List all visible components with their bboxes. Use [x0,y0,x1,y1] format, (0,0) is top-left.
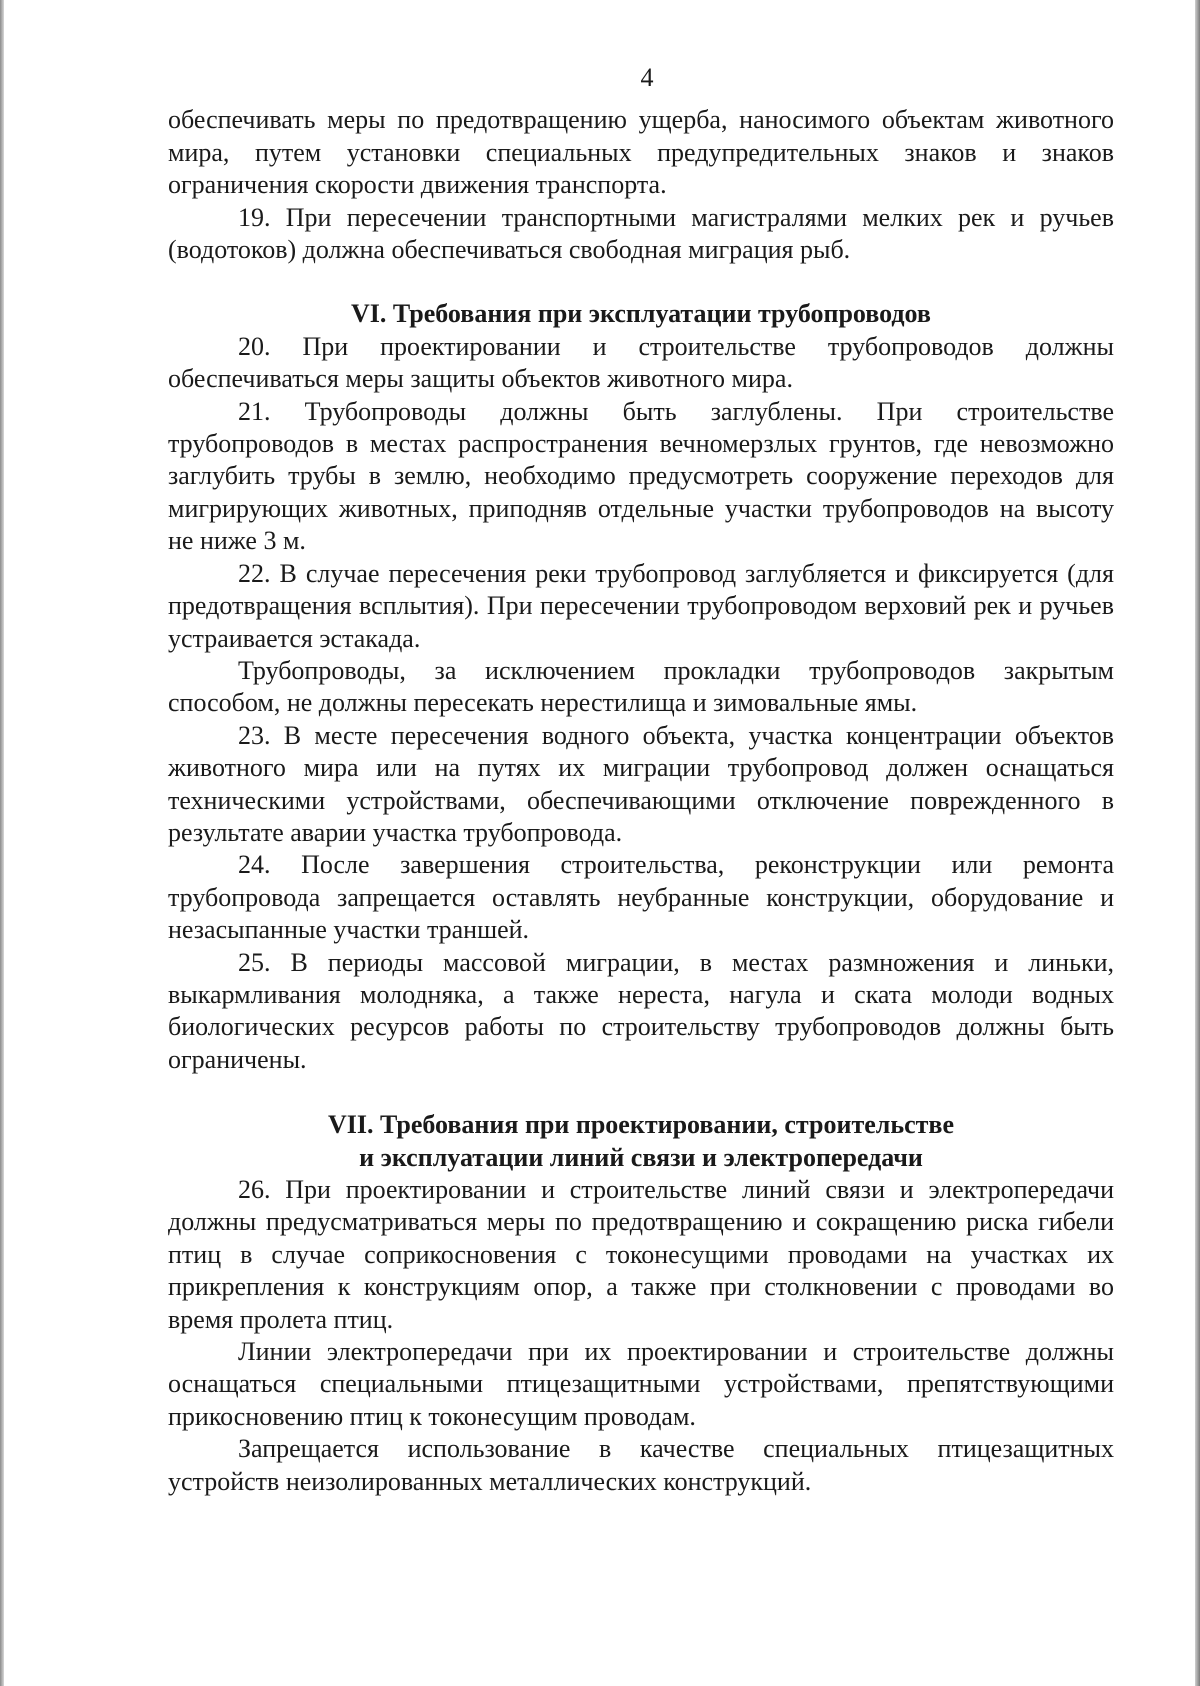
paragraph-26-prohibition: Запрещается использование в качестве специальных птицезащитных устройств неизолированных металлических конструкций. [168,1434,1114,1496]
page-number: 4 [640,63,654,92]
paragraph-26: 26. При проектировании и строительстве линий связи и электропередачи должны предусматриваться меры по предотвращению и сокращению риска гибели птиц в случае соприкосновения с токонесущими проводами на участках их прикрепления к конструкциям опор, а также при столкновении с проводами во время пролета птиц. [168,1175,1114,1334]
paragraph-26-power-lines: Линии электропередачи при их проектировании и строительстве должны оснащаться специальными птицезащитными устройствами, препятствующими прикосновению птиц к токонесущим проводам. [168,1337,1114,1431]
scan-edge-left [0,0,4,1686]
section-6-heading: VI. Требования при эксплуатации трубопроводов [351,299,931,329]
document-page [168,62,1114,1498]
paragraph-23: 23. В месте пересечения водного объекта, участка концентрации объектов животного мира или на путях их миграции трубопровод должен оснащаться техническими устройствами, обеспечивающими отключение поврежденного в результате аварии участка трубопровода. [168,720,1114,847]
paragraph-25: 25. В периоды массовой миграции, в местах размножения и линьки, выкармливания молодняка, а также нереста, нагула и ската молоди водных биологических ресурсов работы по строительству трубопроводов должны быть ограничены. [168,947,1114,1074]
section-7-heading-line-2: и эксплуатации линий связи и электропередачи [359,1142,923,1172]
paragraph-24: 24. После завершения строительства, реконструкции или ремонта трубопровода запрещается оставлять неубранные конструкции, оборудование и незасыпанные участки траншей. [168,850,1114,945]
paragraph-22: 22. В случае пересечения реки трубопровод заглубляется и фиксируется (для предотвращения всплытия). При пересечении трубопроводом верховий рек и ручьев устраивается эстакада. [168,558,1114,653]
paragraph-20: 20. При проектировании и строительстве трубопроводов должны обеспечиваться меры защиты объектов животного мира. [168,331,1114,394]
paragraph-19: 19. При пересечении транспортными магистралями мелких рек и ручьев (водотоков) должна обеспечиваться свободная миграция рыб. [168,202,1114,265]
section-7-heading [168,1109,1114,1174]
scan-edge-right [1195,0,1200,1686]
section-7-heading-line-1: VII. Требования при проектировании, строительстве [328,1110,954,1140]
paragraph-22-continued: Трубопроводы, за исключением прокладки трубопроводов закрытым способом, не должны пересекать нерестилища и зимовальные ямы. [168,655,1114,718]
paragraph-21: 21. Трубопроводы должны быть заглублены. При строительстве трубопроводов в местах распространения вечномерзлых грунтов, где невозможно заглубить трубы в землю, необходимо предусмотреть сооружение переходов для мигрирующих животных, приподняв отдельные участки трубопроводов на высоту не ниже 3 м. [168,396,1114,556]
paragraph-continuation: обеспечивать меры по предотвращению ущерба, наносимого объектам животного мира, путем установки специальных предупредительных знаков и знаков ограничения скорости движения транспорта. [168,105,1114,200]
